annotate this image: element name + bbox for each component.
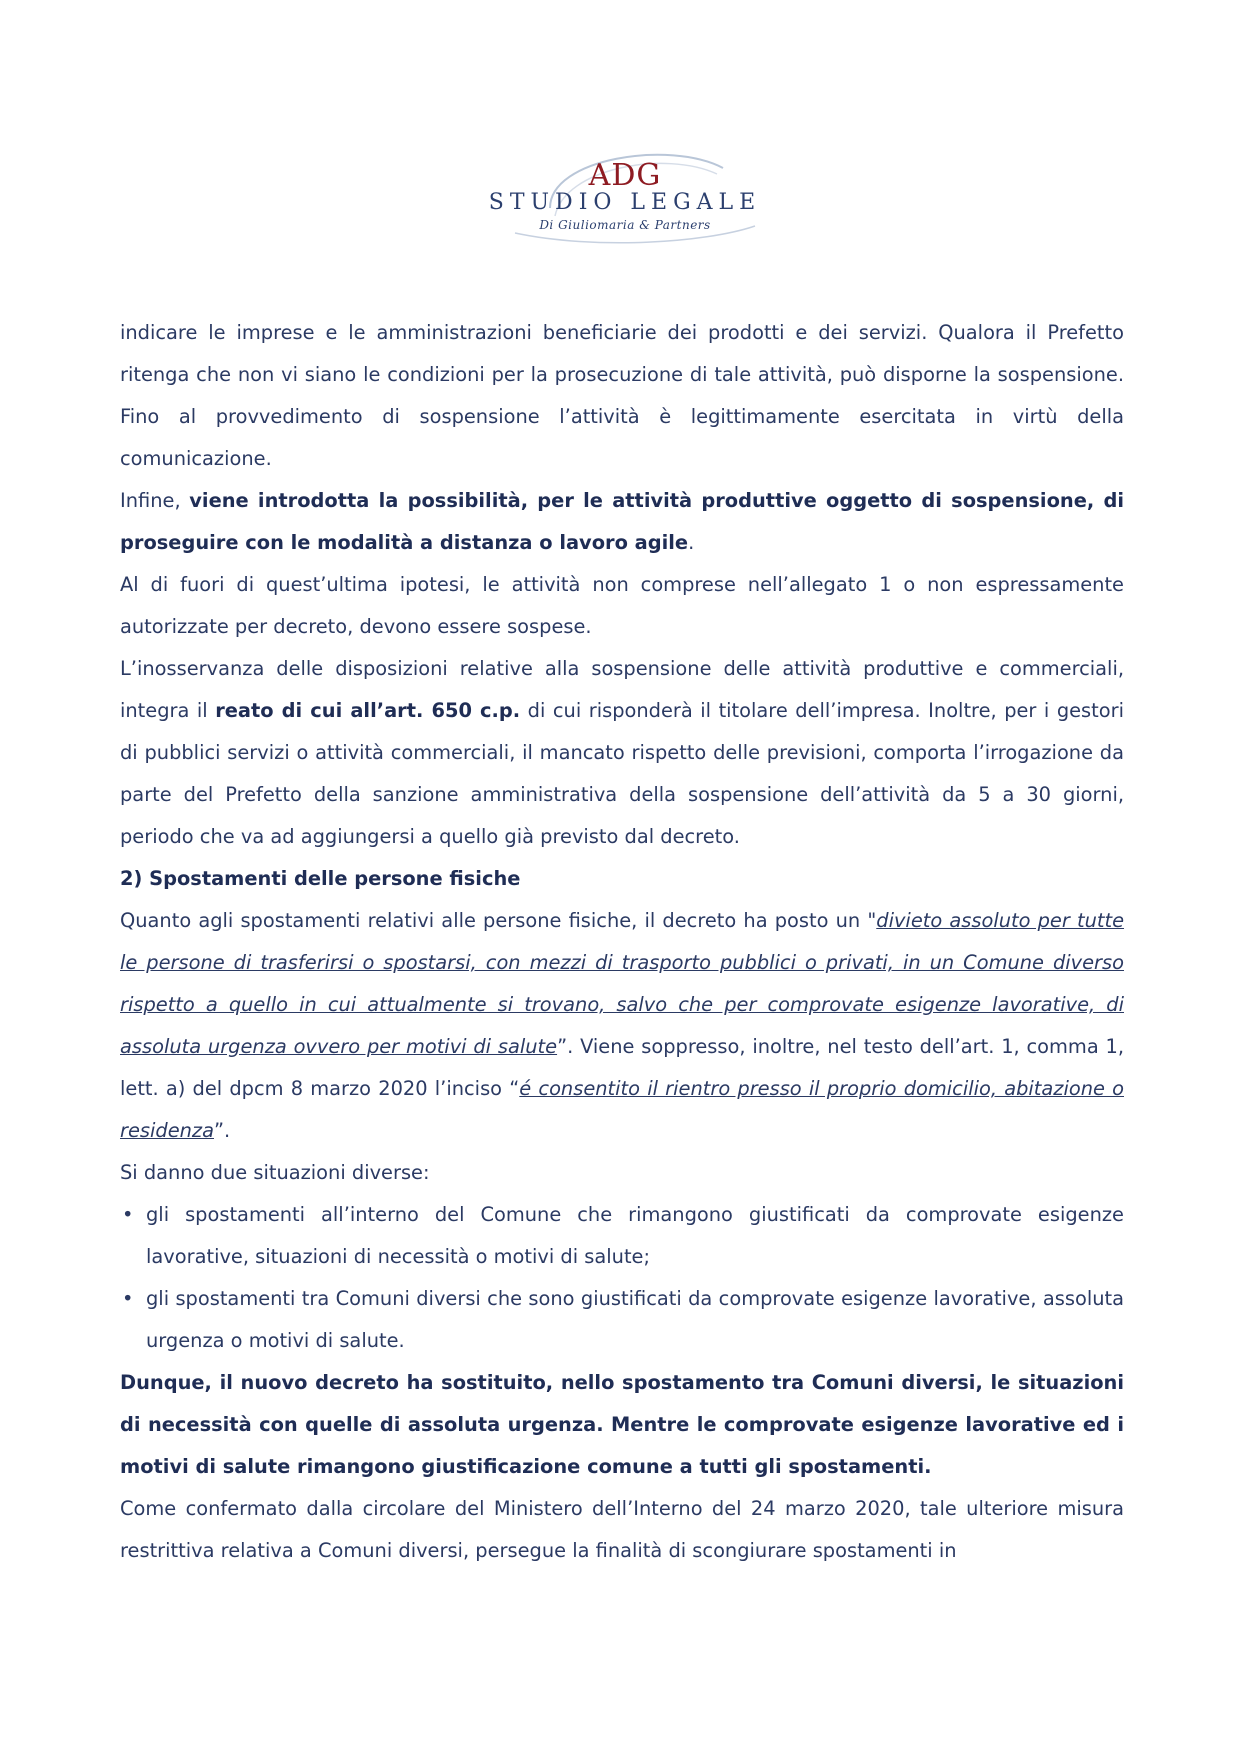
paragraph: Al di fuori di quest’ultima ipotesi, le attività non comprese nell’allegato 1 o non espressamente autorizzate per decreto, devono essere sospese. [120, 573, 1124, 638]
bold-text: Dunque, il nuovo decreto ha sostituito, nello spostamento tra Comuni diversi, le situazioni di necessità con quelle di assoluta urgenza. Mentre le comprovate esigenze lavorative ed i motivi di salute rimangono giustificazione comune a tutti gli spostamenti. [120, 1371, 1124, 1478]
paragraph [120, 648, 1124, 858]
paragraph [120, 480, 1124, 564]
bold-text: reato di cui all’art. 650 c.p. [215, 699, 521, 722]
paragraph: Si danno due situazioni diverse: [120, 1161, 430, 1184]
list-item [120, 1194, 1124, 1278]
text-run: L’inosservanza delle disposizioni relative alla sospensione delle attività produttive e commerciali, integra il [120, 657, 1124, 722]
list-item [120, 1278, 1124, 1362]
list-item-text: gli spostamenti tra Comuni diversi che sono giustificati da comprovate esigenze lavorative, assoluta urgenza o motivi di salute. [146, 1287, 1124, 1352]
firm-logo [455, 138, 795, 248]
list-item-text: gli spostamenti all’interno del Comune che rimangono giustificati da comprovate esigenze lavorative, situazioni di necessità o motivi di salute; [146, 1203, 1124, 1268]
quoted-underlined-text: divieto assoluto per tutte le persone di trasferirsi o spostarsi, con mezzi di trasporto pubblici o privati, in un Comune diverso rispetto a quello in cui attualmente si trovano, salvo che per comprovate esigenze lavorative, di assoluta urgenza ovvero per motivi di salute [120, 909, 1125, 1058]
document-body [120, 312, 1124, 1572]
text-run: ”. [213, 1119, 231, 1142]
paragraph: Come confermato dalla circolare del Ministero dell’Interno del 24 marzo 2020, tale ulteriore misura restrittiva relativa a Comuni diversi, persegue la finalità di scongiurare spostamenti in [120, 1497, 1124, 1562]
paragraph [120, 900, 1124, 1152]
text-run: ”. Viene soppresso, inoltre, nel testo dell’art. 1, comma 1, lett. a) del dpcm 8 marzo 2020 l’inciso “ [120, 1035, 1125, 1100]
logo-name: STUDIO LEGALE [488, 190, 762, 215]
paragraph [120, 1362, 1124, 1488]
quoted-underlined-text: é consentito il rientro presso il proprio domicilio, abitazione o residenza [120, 1077, 1124, 1142]
bullet-icon: • [122, 1203, 134, 1226]
logo-tagline: Di Giuliomaria & Partners [539, 218, 711, 232]
paragraph: indicare le imprese e le amministrazioni beneficiarie dei prodotti e dei servizi. Qualora il Prefetto ritenga che non vi siano le condizioni per la prosecuzione di tale attività, può disporne la sospensione. Fino al provvedimento di sospensione l’attività è legittimamente esercitata in virtù della comunicazione. [120, 321, 1124, 470]
text-run: Infine, [120, 489, 190, 512]
bullet-icon: • [122, 1287, 134, 1310]
logo-mark: ADG [588, 158, 662, 193]
bullet-list [120, 1194, 1124, 1362]
section-heading [120, 858, 1124, 900]
section-heading-text: 2) Spostamenti delle persone fisiche [120, 867, 521, 890]
text-run: Quanto agli spostamenti relativi alle persone fisiche, il decreto ha posto un " [120, 909, 877, 932]
bold-text: viene introdotta la possibilità, per le attività produttive oggetto di sospensione, di proseguire con le modalità a distanza o lavoro agile [120, 489, 1124, 554]
text-run: di cui risponderà il titolare dell’impresa. Inoltre, per i gestori di pubblici servizi o attività commerciali, il mancato rispetto delle previsioni, comporta l’irrogazione da parte del Prefetto della sanzione amministrativa della sospensione dell’attività da 5 a 30 giorni, periodo che va ad aggiungersi a quello già previsto dal decreto. [120, 699, 1124, 848]
text-run: . [688, 531, 695, 554]
